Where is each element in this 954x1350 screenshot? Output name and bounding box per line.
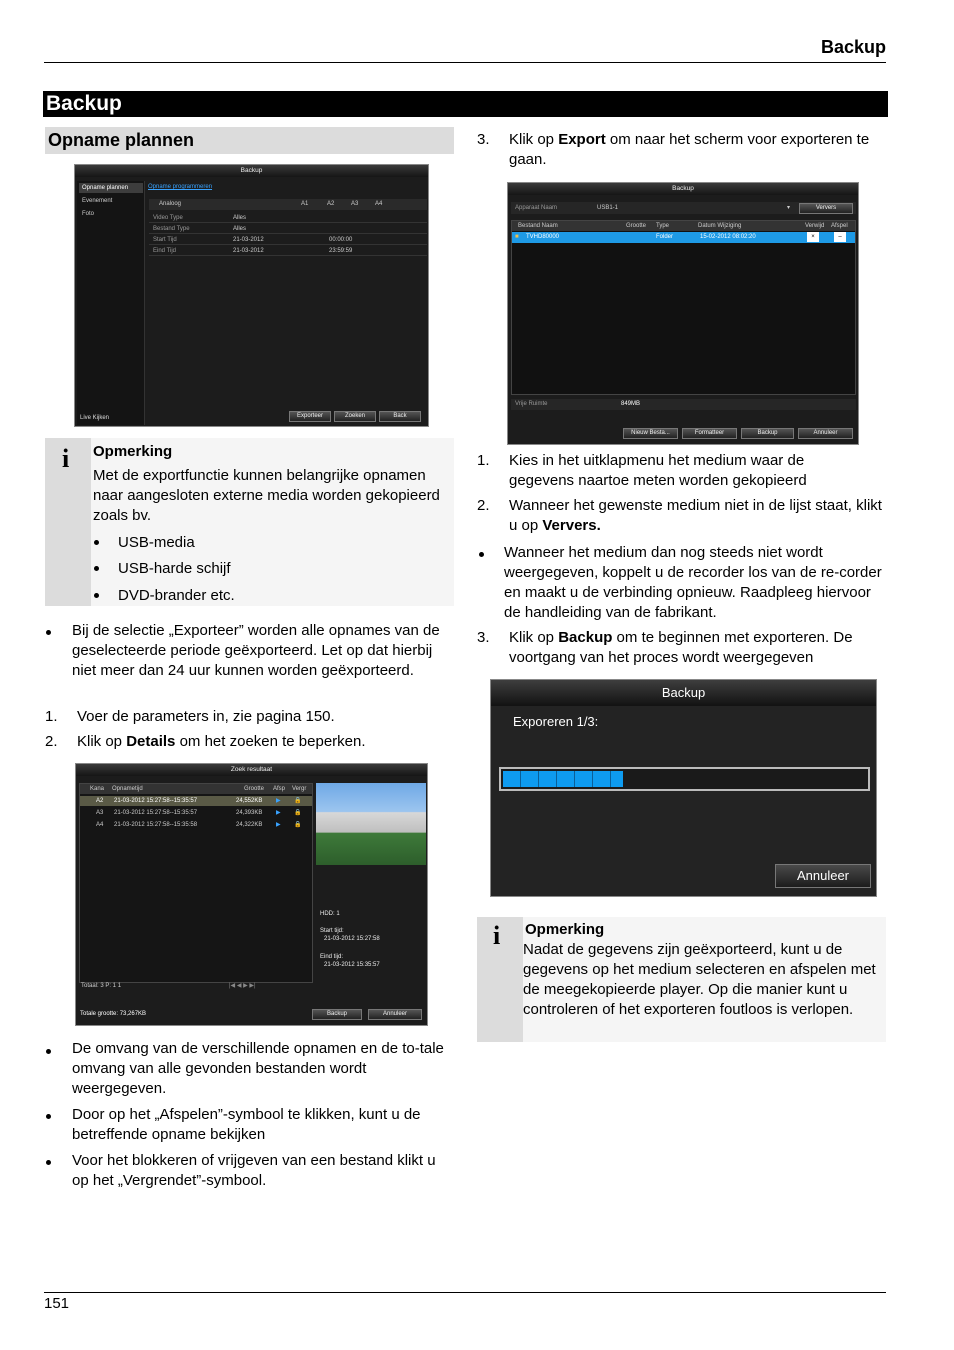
- check-a4[interactable]: A4: [375, 201, 383, 207]
- bullet-dot: [94, 540, 99, 545]
- step-bold: Export: [558, 131, 606, 148]
- format-button[interactable]: Formatteer: [682, 428, 737, 439]
- subsection-title: Opname plannen: [45, 127, 454, 154]
- note-title: Opmerking: [93, 443, 173, 460]
- screenshot-title: Zoek resultaat: [76, 764, 427, 776]
- table-row[interactable]: [80, 796, 312, 806]
- table-header: [512, 221, 855, 231]
- pagination-controls[interactable]: |◀ ◀ ▶ ▶|: [229, 983, 256, 989]
- step-text: om naar het scherm voor exporteren te gaan.: [509, 131, 870, 168]
- check-a1[interactable]: A1: [301, 201, 309, 207]
- delete-icon[interactable]: ×: [807, 232, 819, 242]
- col-grootte: Grootte: [244, 786, 265, 792]
- folder-icon: ■: [515, 234, 519, 240]
- bullet-dot: [94, 593, 99, 598]
- field-label: Video Type: [153, 215, 183, 221]
- minus-icon[interactable]: –: [834, 232, 846, 242]
- note-text: Met de exportfunctie kunnen belangrijke opnamen naar aangesloten externe media worden gekopieerd zoals bv.: [93, 467, 440, 524]
- free-space-label: Vrije Ruimte: [515, 401, 548, 407]
- row-date: 15-02-2012 08:02:20: [700, 234, 756, 240]
- row-channel: A3: [96, 810, 104, 816]
- step-number: 3.: [477, 131, 490, 148]
- device-label: Apparaat Naam: [515, 205, 558, 211]
- screenshot-title: Backup: [75, 165, 428, 177]
- bullet-dot: [46, 1160, 51, 1165]
- device-select[interactable]: USB1-1: [597, 205, 619, 211]
- col-afspelen: Afsp: [273, 786, 286, 792]
- header-rule: [44, 62, 886, 63]
- export-button[interactable]: Exporteer: [289, 411, 331, 422]
- chevron-down-icon[interactable]: ▾: [787, 205, 791, 211]
- note-item: USB-media: [118, 534, 195, 551]
- running-header: Backup: [820, 37, 886, 57]
- step-3-export-text: [509, 130, 887, 170]
- file-type-select[interactable]: Alles: [233, 226, 247, 232]
- step-number: 1.: [477, 452, 490, 469]
- start-time-input[interactable]: 00:00:00: [329, 237, 353, 243]
- refresh-button[interactable]: Ververs: [799, 203, 853, 214]
- search-button[interactable]: Zoeken: [334, 411, 376, 422]
- back-button[interactable]: Back: [379, 411, 421, 422]
- total-size: Totale grootte: 73,267KB: [80, 1011, 147, 1017]
- left-menu: [77, 181, 145, 425]
- table-row[interactable]: [80, 820, 312, 830]
- start-date-input[interactable]: 21-03-2012: [233, 237, 264, 243]
- col-size: Grootte: [626, 223, 647, 229]
- step-text: Klik op: [77, 733, 127, 750]
- tab-opname-programmeren[interactable]: Opname programmeren: [148, 184, 213, 190]
- row-channel: A4: [96, 822, 104, 828]
- paragraph-exporteer: Bij de selectie „Exporteer” worden alle opnames van de geselecteerde periode geëxporteerd. Let op dat hierbij niet meer dan 24 uur kunnen worden geëxporteerd.: [72, 622, 440, 679]
- bullet-dot: [94, 566, 99, 571]
- r-step-2-text: [509, 496, 887, 536]
- preview-thumbnail: [316, 783, 426, 865]
- results-table: [79, 783, 313, 983]
- bullet-dot: [46, 1114, 51, 1119]
- file-table: [511, 220, 856, 395]
- menu-item-opname-plannen[interactable]: Opname plannen: [79, 183, 143, 193]
- field-bestand-type: [149, 224, 427, 234]
- step-text: om het zoeken te beperken.: [175, 733, 366, 750]
- bullet-dot: [46, 630, 51, 635]
- check-a2[interactable]: A2: [327, 201, 335, 207]
- col-kanaal: Kana: [90, 786, 105, 792]
- step-text: Klik op: [509, 131, 559, 148]
- checkbox-row: [149, 199, 427, 210]
- row-size: 24,393KB: [236, 810, 263, 816]
- row-size: 24,322KB: [236, 822, 263, 828]
- col-name: Bestand Naam: [518, 223, 558, 229]
- step-number: 3.: [477, 629, 490, 646]
- row-size: 24,552KB: [236, 798, 263, 804]
- cancel-button[interactable]: Annuleer: [368, 1009, 422, 1020]
- step-number: 2.: [45, 733, 58, 750]
- step-text: Wanneer het gewenste medium niet in de lijst staat, klikt u op: [509, 497, 882, 534]
- paragraph-afspelen: Door op het „Afspelen”-symbool te klikken, kunt u de betreffende opname bekijken: [72, 1106, 421, 1143]
- field-label: Start Tijd: [153, 237, 177, 243]
- r-paragraph-medium: Wanneer het medium dan nog steeds niet wordt weergegeven, koppelt u de recorder los van de re-corder en maakt u de verbinding opnieuw. Raadpleeg hiervoor de handleiding van de fabrikant.: [504, 544, 882, 621]
- menu-item-foto[interactable]: Foto: [82, 211, 95, 217]
- col-vergrendel: Vergr: [292, 786, 307, 792]
- export-status-label: Exporeren 1/3:: [513, 714, 599, 729]
- screenshot-search-results: [75, 763, 428, 1026]
- paragraph-vergrendet: Voor het blokkeren of vrijgeven van een bestand klikt u op het „Vergrendet”-symbool.: [72, 1152, 436, 1189]
- progress-fill: [503, 771, 623, 787]
- backup-button[interactable]: Backup: [312, 1009, 362, 1020]
- row-time: 21-03-2012 15:27:58--15:35:58: [114, 822, 198, 828]
- note-item: DVD-brander etc.: [118, 587, 235, 604]
- step-2-text: [77, 732, 366, 752]
- step-bold: Ververs.: [542, 517, 601, 534]
- start-time-label: Start tijd:: [320, 928, 344, 934]
- col-date: Datum Wijziging: [698, 223, 742, 229]
- note-title: Opmerking: [525, 921, 605, 938]
- check-a3[interactable]: A3: [351, 201, 359, 207]
- screenshot-export-device: [507, 182, 859, 445]
- check-analoog[interactable]: Analoog: [159, 201, 182, 207]
- field-label: Eind Tijd: [153, 248, 177, 254]
- paragraph-omvang: De omvang van de verschillende opnamen en de to-tale omvang van alle gevonden bestanden wordt weergegeven.: [72, 1040, 444, 1097]
- col-type: Type: [656, 223, 670, 229]
- menu-item-evenement[interactable]: Evenement: [82, 198, 113, 204]
- screenshot-title: Backup: [508, 183, 858, 195]
- end-time-input[interactable]: 23:59:59: [329, 248, 353, 254]
- info-icon: i: [493, 921, 501, 950]
- step-text: om te beginnen met exporteren. De voortgang van het proces wordt weergegeven: [509, 629, 853, 666]
- field-label: Bestand Type: [153, 226, 190, 232]
- dialog-titlebar: Backup: [491, 680, 876, 706]
- col-play: Afspel: [831, 223, 848, 229]
- play-icon[interactable]: ▶: [276, 810, 281, 816]
- total-count: Totaal: 3 P: 1 1: [81, 983, 122, 989]
- bullet-dot: [479, 552, 484, 557]
- field-video-type: [149, 213, 427, 223]
- video-type-select[interactable]: Alles: [233, 215, 247, 221]
- row-channel: A2: [96, 798, 104, 804]
- table-row[interactable]: [80, 808, 312, 818]
- play-icon[interactable]: ▶: [276, 798, 281, 804]
- step-bold: Details: [126, 733, 176, 750]
- table-header: [80, 784, 312, 794]
- lock-icon[interactable]: 🔒: [294, 798, 302, 804]
- cancel-button[interactable]: Annuleer: [775, 864, 871, 888]
- step-number: 2.: [477, 497, 490, 514]
- col-opnametijd: Opnametijd: [112, 786, 143, 792]
- new-folder-button[interactable]: Nieuw Besta...: [623, 428, 678, 439]
- end-time-value: 21-03-2012 15:35:57: [324, 962, 380, 968]
- free-space-row: [511, 399, 856, 410]
- backup-button[interactable]: Backup: [741, 428, 794, 439]
- hdd-label: HDD: 1: [320, 911, 340, 917]
- row-name: TVHD80000: [526, 234, 560, 240]
- note-text: Nadat de gegevens zijn geëxporteerd, kunt u de gegevens op het medium selecteren en afspelen met de meegekopieerde player. Op die manier kunt u controleren of het exporteren foutloos is verlopen.: [523, 941, 876, 1018]
- field-eind-tijd: [149, 246, 427, 256]
- section-title: Backup: [43, 91, 888, 117]
- end-date-input[interactable]: 21-03-2012: [233, 248, 264, 254]
- field-start-tijd: [149, 235, 427, 245]
- col-delete: Verwijd: [805, 223, 825, 229]
- step-number: 1.: [45, 708, 58, 725]
- step-1-text: Voer de parameters in, zie pagina 150.: [77, 708, 335, 725]
- step-bold: Backup: [558, 629, 613, 646]
- lock-icon[interactable]: 🔒: [294, 822, 302, 828]
- table-row[interactable]: [512, 232, 855, 243]
- row-type: Folder: [656, 234, 674, 240]
- info-icon: i: [62, 444, 70, 473]
- bullet-dot: [46, 1049, 51, 1054]
- end-time-label: Eind tijd:: [320, 954, 344, 960]
- row-time: 21-03-2012 15:27:58--15:35:57: [114, 810, 198, 816]
- screenshot-export-progress: [490, 679, 877, 897]
- note-box-right: [477, 917, 886, 1042]
- r-step-3-text: [509, 628, 887, 668]
- note-box-left: [45, 438, 454, 606]
- play-icon[interactable]: ▶: [276, 822, 281, 828]
- note-item: USB-harde schijf: [118, 560, 231, 577]
- live-view-link[interactable]: Live Kijken: [80, 415, 110, 421]
- step-text: Klik op: [509, 629, 559, 646]
- start-time-value: 21-03-2012 15:27:58: [324, 936, 380, 942]
- cancel-button[interactable]: Annuleer: [798, 428, 853, 439]
- row-time: 21-03-2012 15:27:58--15:35:57: [114, 798, 198, 804]
- footer-rule: [44, 1292, 886, 1293]
- progress-bar: [499, 767, 870, 791]
- r-step-1-text: Kies in het uitklapmenu het medium waar de gegevens naartoe meten worden gekopieerd: [509, 452, 807, 489]
- page-number: 151: [44, 1295, 70, 1312]
- lock-icon[interactable]: 🔒: [294, 810, 302, 816]
- free-space-value: 849MB: [621, 401, 641, 407]
- screenshot-backup-menu: [74, 164, 429, 427]
